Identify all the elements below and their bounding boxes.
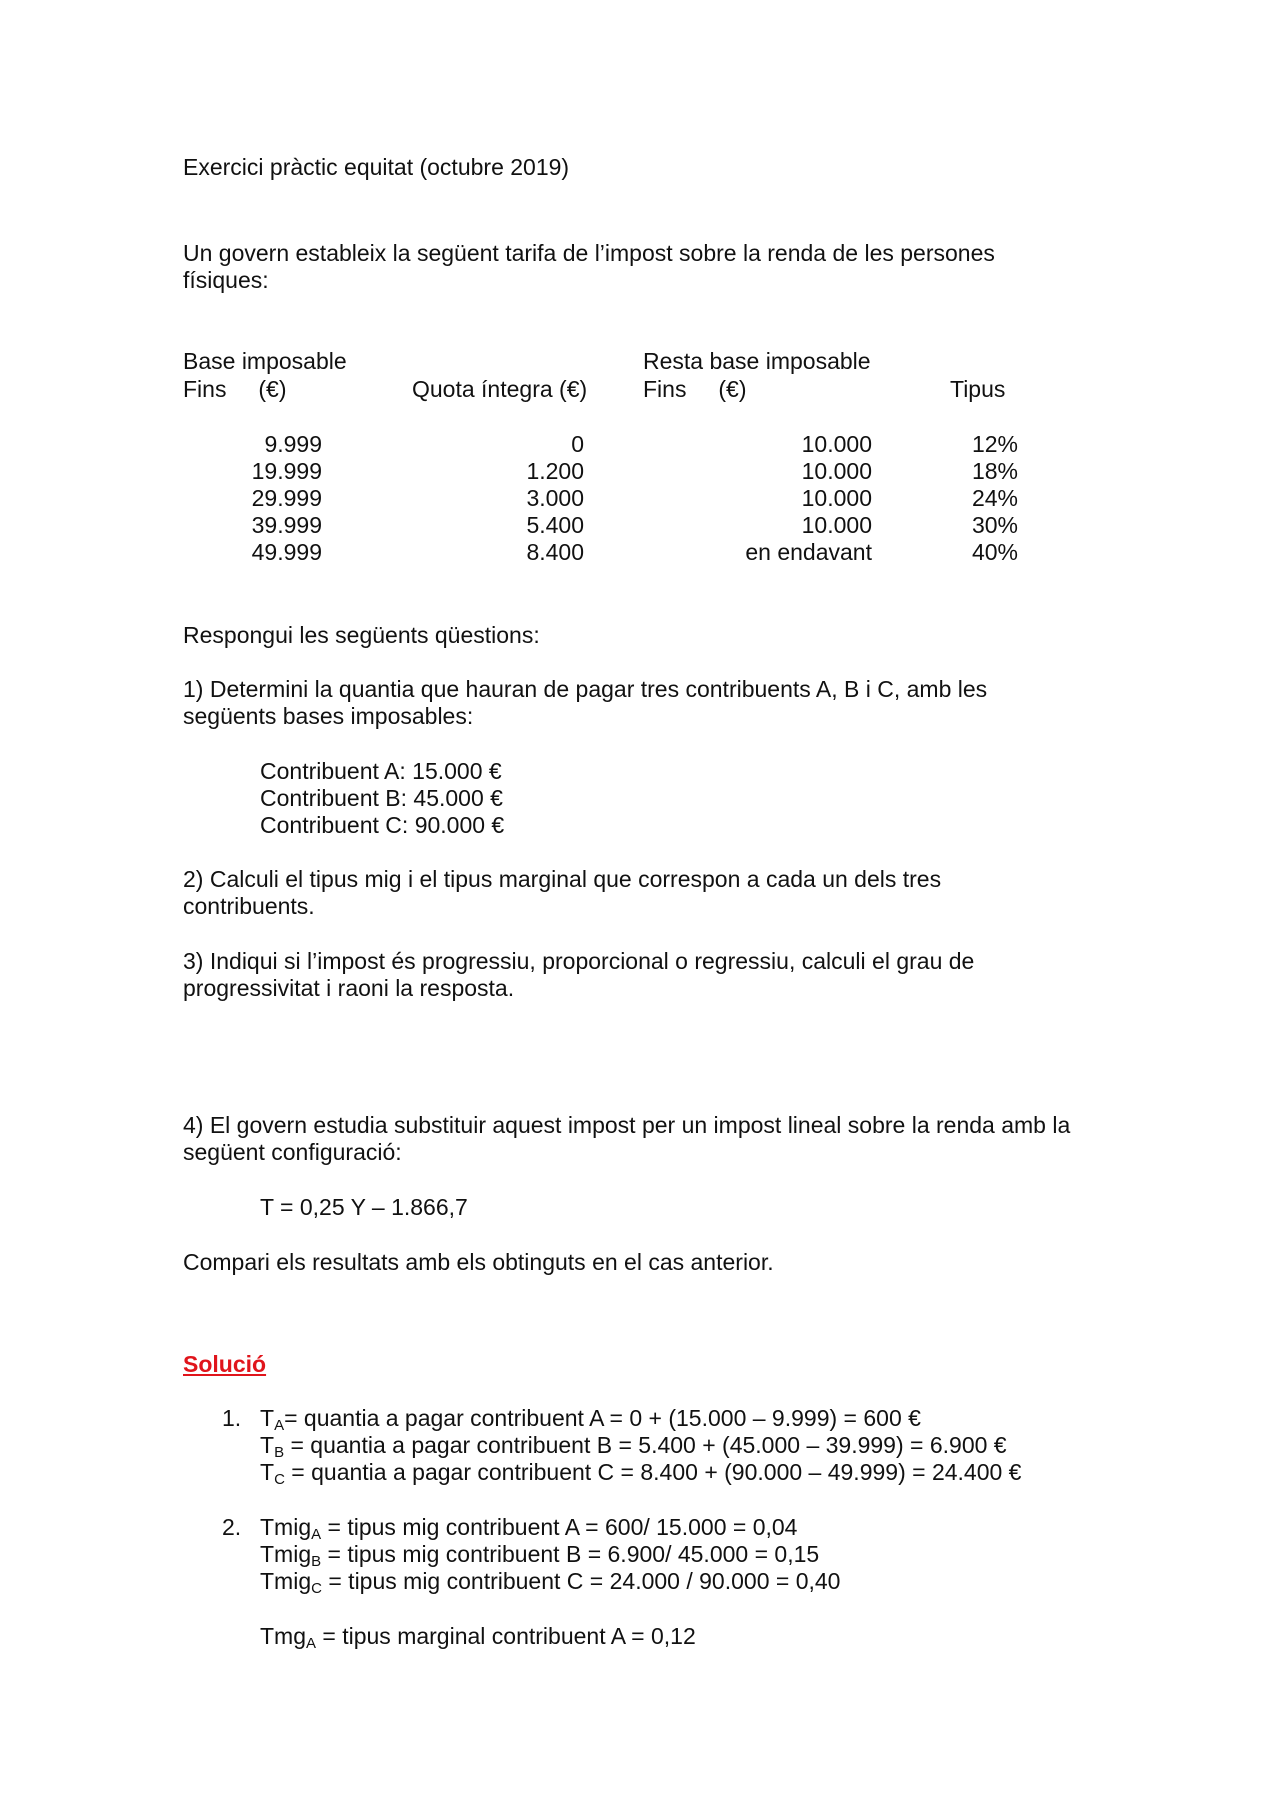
q1-line-2: següents bases imposables: (183, 703, 474, 729)
document-title: Exercici pràctic equitat (octubre 2019) (183, 154, 570, 180)
solution-1-line-a: $T_A=$ quantia a pagar contribuent A = 0 + (15.000 – 9.999) = 600 € (260, 1405, 921, 1434)
q2-line-1: 2) Calculi el tipus mig i el tipus marginal que correspon a cada un dels tres (183, 866, 942, 892)
cell-resta: 10.000 (801, 458, 872, 484)
cell-quota: 0 (571, 431, 584, 457)
solution-1-line-b: $T_B$ = quantia a pagar contribuent B = 5.400 + (45.000 – 39.999) = 6.900 € (260, 1432, 1007, 1461)
cell-quota: 1.200 (526, 458, 584, 484)
intro-line-2: físiques: (183, 267, 269, 293)
cell-tipus: 24% (971, 485, 1018, 511)
cell-tipus: 12% (971, 431, 1018, 457)
cell-resta: 10.000 (801, 512, 872, 538)
header-tipus: Tipus (950, 376, 1006, 402)
cell-quota: 8.400 (526, 539, 584, 565)
cell-base: 39.999 (251, 512, 322, 538)
cell-tipus: 30% (971, 512, 1018, 538)
q1-item-b: Contribuent B: 45.000 € (260, 785, 503, 811)
q3-line-2: progressivitat i raoni la resposta. (183, 975, 515, 1001)
solution-title: Solució (183, 1351, 267, 1377)
cell-resta: 10.000 (801, 431, 872, 457)
cell-quota: 3.000 (526, 485, 584, 511)
q1-item-a: Contribuent A: 15.000 € (260, 758, 502, 784)
q1-item-c: Contribuent C: 90.000 € (260, 812, 505, 838)
header-base-imposable: Base imposable (183, 348, 347, 374)
cell-quota: 5.400 (526, 512, 584, 538)
solution-2-marginal-a: Tmg$_A$ = tipus marginal contribuent A = 0,12 (260, 1623, 696, 1652)
solution-2-number: 2. (222, 1514, 242, 1540)
solution-1-line-c: $T_C$ = quantia a pagar contribuent C = 8.400 + (90.000 – 49.999) = 24.400 € (260, 1459, 1022, 1488)
header-quota-integra: Quota íntegra (€) (412, 376, 588, 402)
cell-base: 29.999 (251, 485, 322, 511)
solution-2-line-b: Tmig$_B$ = tipus mig contribuent B = 6.900/ 45.000 = 0,15 (260, 1541, 820, 1570)
cell-base: 49.999 (251, 539, 322, 565)
intro-line-1: Un govern estableix la següent tarifa de l’impost sobre la renda de les persones (183, 240, 995, 266)
q1-line-1: 1) Determini la quantia que hauran de pagar tres contribuents A, B i C, amb les (183, 676, 988, 702)
questions-intro: Respongui les següents qüestions: (183, 622, 540, 648)
header-base-fins: Fins (€) (183, 376, 287, 402)
q4-line-2: següent configuració: (183, 1139, 402, 1165)
solution-2-line-a: Tmig$_A$ = tipus mig contribuent A = 600/ 15.000 = 0,04 (260, 1514, 798, 1543)
header-resta-fins: Fins (€) (643, 376, 747, 402)
cell-tipus: 18% (971, 458, 1018, 484)
cell-base: 9.999 (264, 431, 322, 457)
solution-2-line-c: Tmig$_C$ = tipus mig contribuent C = 24.000 / 90.000 = 0,40 (260, 1568, 841, 1597)
q4-formula: T = 0,25 Y – 1.866,7 (260, 1194, 468, 1220)
q2-line-2: contribuents. (183, 893, 315, 919)
header-resta-base: Resta base imposable (643, 348, 871, 374)
solution-1-number: 1. (222, 1405, 242, 1431)
cell-base: 19.999 (251, 458, 322, 484)
q4-line-1: 4) El govern estudia substituir aquest impost per un impost lineal sobre la renda amb la (183, 1112, 1071, 1138)
cell-tipus: 40% (971, 539, 1018, 565)
q3-line-1: 3) Indiqui si l’impost és progressiu, proporcional o regressiu, calculi el grau de (183, 948, 975, 974)
q4-compare: Compari els resultats amb els obtinguts en el cas anterior. (183, 1249, 774, 1275)
cell-resta: 10.000 (801, 485, 872, 511)
cell-resta: en endavant (745, 539, 872, 565)
